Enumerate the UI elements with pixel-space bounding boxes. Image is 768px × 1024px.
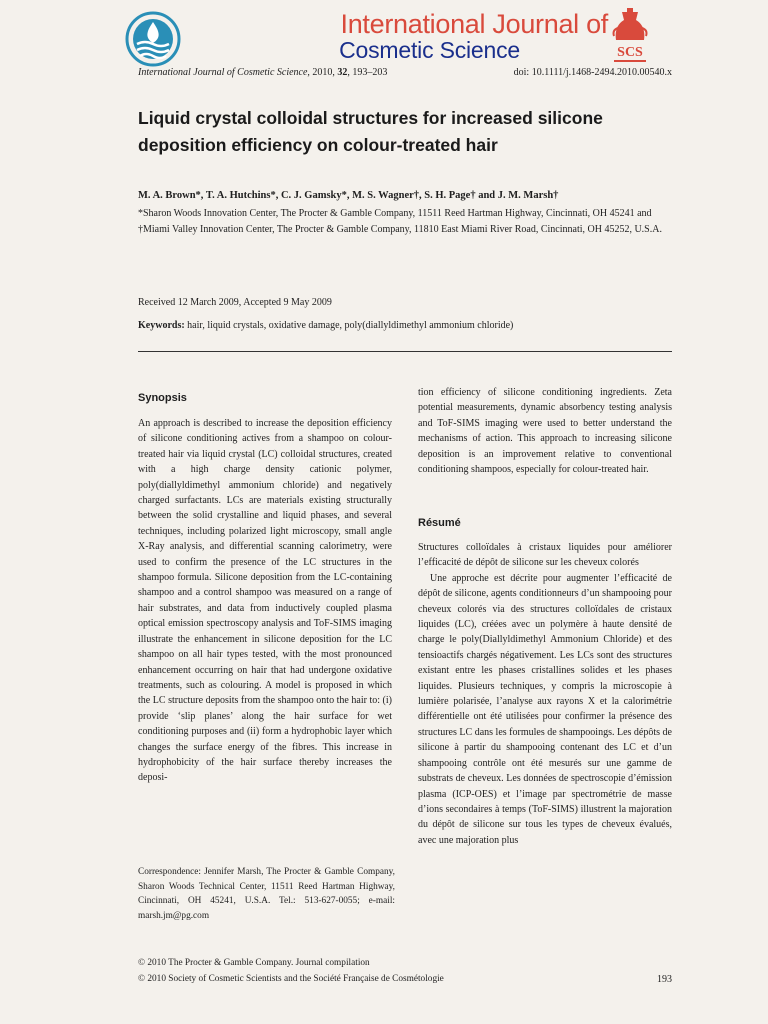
keywords-list: hair, liquid crystals, oxidative damage, poly(diallyldimethyl ammonium chloride) bbox=[184, 320, 514, 331]
resume-text bbox=[418, 540, 672, 848]
article-affiliation: *Sharon Woods Innovation Center, The Procter & Gamble Company, 11511 Reed Hartman Highway, Cincinnati, OH 45241 and †Miami Valley Innovation Center, The Procter & Gamble Company, 11810 East Miami River Road, Cincinnati, OH 45252, U.S.A. bbox=[138, 208, 662, 235]
copyright-line2: © 2010 Society of Cosmetic Scientists and the Société Française de Cosmétologie bbox=[138, 974, 444, 984]
citation-year: , 2010, bbox=[307, 67, 338, 78]
resume-title-fr: Structures colloïdales à cristaux liquides pour améliorer l’efficacité de dépôt de silicone sur les cheveux colorés bbox=[418, 542, 672, 569]
citation-pages: , 193–203 bbox=[347, 67, 388, 78]
resume-paragraph: Une approche est décrite pour augmenter l’efficacité de dépôt de silicone, agents conditionneurs d’un shampooing pour cheveux colorés via des structures colloïdales de cristaux liquides (LC), créées avec un polymère à haute densité de charge le poly(Diallyldimethyl Ammonium Chloride) et des tensioactifs chargés négativement. Les LCs sont des structures existant entre les phases cristallines solides et les phases liquides. Plusieurs techniques, y compris la microscopie à lumière polarisée, l’analyse aux rayons X et la calorimétrie différentielle ont été utilisées pour confirmer la présence des structures LC dans les formules de shampooings. Les dépôts de silicone à partir du shampooing contenant des LC et d’un shampooing contrôle ont été mesurés sur une gamme de substrats de cheveux. Les données de spectroscopie d’émission plasma (ICP-OES) et l’image par spectrométrie de masse d’ions secondaires à temps (ToF-SIMS) illustrent la majoration du dépôt de silicone sur tous les types de cheveux évalués, avec une majoration plus bbox=[418, 572, 672, 846]
header-divider bbox=[138, 351, 672, 352]
article-authors: M. A. Brown*, T. A. Hutchins*, C. J. Gamsky*, M. S. Wagner†, S. H. Page† and J. M. Marsh† bbox=[138, 190, 559, 201]
keywords bbox=[138, 320, 672, 331]
citation-doi: doi: 10.1111/j.1468-2494.2010.00540.x bbox=[513, 67, 672, 78]
journal-name-line1: International Journal of bbox=[340, 9, 608, 39]
synopsis-paragraph: An approach is described to increase the deposition efficiency of silicone conditioning actives from a shampoo on colour-treated hair via liquid crystal (LC) colloidal structures, created with a high charge density cationic polymer, poly(diallyldimethyl ammonium chloride) and negatively charged surfactants. LCs are materials existing structurally between the solid crystalline and liquid phases, and several techniques, including polarized light microscopy, small angle X-Ray analysis, and differential scanning calorimetry, were used to confirm the presence of the LC structures in the shampoo formula. Silicone deposition from the LC-containing shampoo and a control shampoo was measured on a range of hair substrates, and data from inductively coupled plasma optical emission spectroscopy analysis and ToF-SIMS imaging illustrate the enhancement in silicone deposition for the LC shampoo on all hair types tested, with the most pronounced enhancement occurring on hair that had undergone oxidative treatments, such as colouring. A model is proposed in which the LC structure deposits from the shampoo onto the hair to: (i) provide ‘slip planes’ along the hair surface for wet conditioning purposes and (ii) form a hydrophobic layer which changes the surface energy of the fibres. This increase in hydrophobicity of the hair surface thereby increases the deposi- bbox=[138, 418, 392, 784]
citation-volume: 32 bbox=[337, 67, 348, 78]
copyright-line1: © 2010 The Procter & Gamble Company. Journal compilation bbox=[138, 958, 370, 968]
journal-name-line2: Cosmetic Science bbox=[339, 37, 520, 63]
journal-logo-icon bbox=[124, 10, 182, 68]
received-dates: Received 12 March 2009, Accepted 9 May 2009 bbox=[138, 297, 332, 308]
keywords-label: Keywords: bbox=[138, 320, 185, 331]
society-logo-text: SCS bbox=[617, 45, 643, 60]
article-title: Liquid crystal colloidal structures for increased silicone deposition efficiency on colour-treated hair bbox=[138, 108, 603, 155]
synopsis-continuation bbox=[418, 385, 672, 477]
synopsis-continuation-paragraph: tion efficiency of silicone conditioning ingredients. Zeta potential measurements, dynamic absorbency testing analysis and ToF-SIMS imaging were used to better understand the mechanisms of action. This approach to increasing silicone deposition is an improvement relative to conventional conditioning shampoos, especially for colour-treated hair. bbox=[418, 387, 672, 476]
citation-journal: International Journal of Cosmetic Science bbox=[138, 67, 308, 78]
page-number: 193 bbox=[657, 974, 672, 985]
resume-heading: Résumé bbox=[418, 517, 461, 529]
synopsis-heading: Synopsis bbox=[138, 392, 187, 404]
correspondence-note: Correspondence: Jennifer Marsh, The Procter & Gamble Company, Sharon Woods Technical Center, 11511 Reed Hartman Highway, Cincinnati, OH 45241, U.S.A. Tel.: 513-627-0055; e-mail: marsh.jm@pg.com bbox=[138, 867, 395, 921]
synopsis-text bbox=[138, 416, 392, 786]
society-logo-icon bbox=[608, 6, 652, 68]
